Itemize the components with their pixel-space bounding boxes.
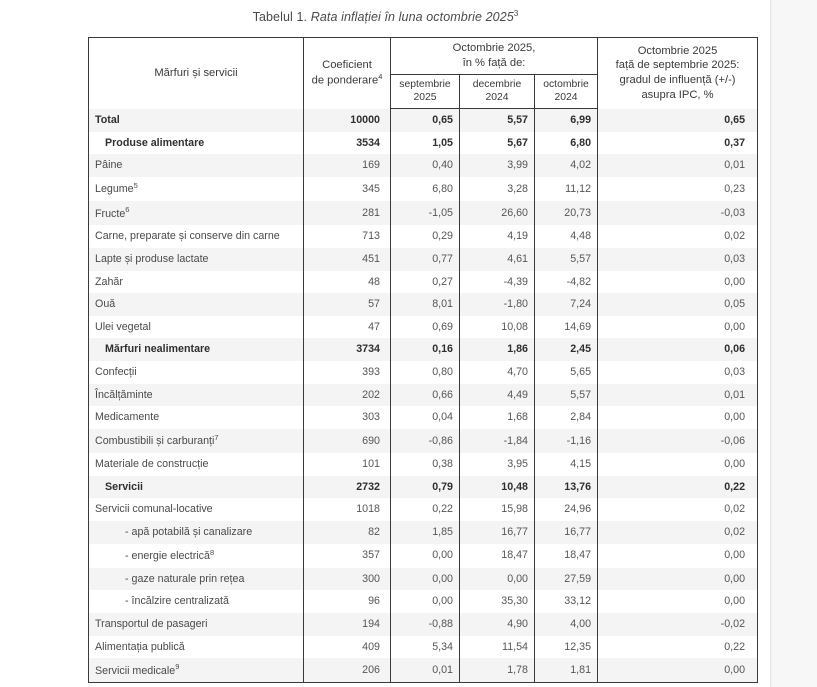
row-label-cell — [89, 453, 304, 476]
december-2024-cell: 3,99 — [460, 154, 535, 177]
october-2024-cell: 6,80 — [535, 132, 598, 155]
coefficient-cell: 409 — [304, 636, 391, 659]
row-label-cell — [89, 338, 304, 361]
december-2024-cell: 1,78 — [460, 658, 535, 683]
december-2024-cell: 1,86 — [460, 338, 535, 361]
influence-cell: 0,00 — [598, 568, 758, 591]
row-label: - încălzire centralizată — [125, 595, 229, 608]
december-2024-cell: 18,47 — [460, 544, 535, 568]
influence-cell: 0,00 — [598, 453, 758, 476]
influence-cell: 0,01 — [598, 154, 758, 177]
row-label-cell — [89, 248, 304, 271]
october-2024-cell: 1,81 — [535, 658, 598, 683]
row-footnote-marker: 9 — [175, 662, 180, 672]
row-label-cell — [89, 568, 304, 591]
row-label: - gaze naturale prin rețea — [125, 572, 245, 585]
influence-cell: 0,22 — [598, 636, 758, 659]
december-2024-cell: -1,84 — [460, 429, 535, 453]
row-label-cell — [89, 590, 304, 613]
row-label: Pâine — [95, 159, 123, 172]
september-2025-cell: 0,04 — [391, 406, 460, 429]
table-row — [89, 154, 758, 177]
september-2025-cell: -0,86 — [391, 429, 460, 453]
influence-line-3: gradul de influență (+/-) — [619, 74, 736, 87]
table-row — [89, 338, 758, 361]
october-2024-cell: 5,65 — [535, 361, 598, 384]
page-title — [0, 9, 771, 24]
row-label: - energie electrică — [125, 550, 210, 563]
table-row — [89, 613, 758, 636]
october-2024-cell: 12,35 — [535, 636, 598, 659]
coefficient-cell: 281 — [304, 201, 391, 225]
table-row — [89, 293, 758, 316]
december-2024-cell: 15,98 — [460, 498, 535, 521]
september-2025-cell: 0,22 — [391, 498, 460, 521]
december-2024-cell: 5,67 — [460, 132, 535, 155]
coefficient-cell: 47 — [304, 316, 391, 339]
row-label: Produse alimentare — [105, 136, 205, 149]
row-label: Alimentația publică — [95, 640, 185, 653]
influence-line-2: față de septembrie 2025: — [615, 59, 740, 72]
row-label-cell — [89, 201, 304, 225]
september-2025-cell: 0,29 — [391, 225, 460, 248]
row-label-cell — [89, 476, 304, 499]
october-2024-cell: 24,96 — [535, 498, 598, 521]
column-header-october-group — [391, 38, 598, 75]
october-2024-cell: 2,45 — [535, 338, 598, 361]
september-2025-cell: 0,66 — [391, 384, 460, 407]
october-2024-cell: 11,12 — [535, 177, 598, 201]
coefficient-cell: 3734 — [304, 338, 391, 361]
october-2024-cell: 20,73 — [535, 201, 598, 225]
coefficient-cell: 48 — [304, 271, 391, 294]
row-label-cell — [89, 316, 304, 339]
october-2024-cell: -4,82 — [535, 271, 598, 294]
influence-cell: 0,00 — [598, 316, 758, 339]
row-label-cell — [89, 658, 304, 683]
october-2024-cell: 18,47 — [535, 544, 598, 568]
sub1-line-2: 2025 — [413, 92, 437, 104]
row-label: Fructe — [95, 207, 126, 220]
influence-cell: 0,05 — [598, 293, 758, 316]
table-header-row-1 — [89, 38, 758, 75]
september-2025-cell: 6,80 — [391, 177, 460, 201]
december-2024-cell: 4,90 — [460, 613, 535, 636]
table-row — [89, 568, 758, 591]
row-label: Ouă — [95, 298, 116, 311]
december-2024-cell: 3,28 — [460, 177, 535, 201]
column-header-coefficient — [304, 38, 391, 109]
table-row — [89, 636, 758, 659]
december-2024-cell: 3,95 — [460, 453, 535, 476]
coefficient-line-2: de ponderare — [311, 75, 379, 88]
october-2024-cell: 5,57 — [535, 248, 598, 271]
influence-cell: 0,01 — [598, 384, 758, 407]
influence-cell: 0,00 — [598, 406, 758, 429]
september-2025-cell: 5,34 — [391, 636, 460, 659]
october-2024-cell: 7,24 — [535, 293, 598, 316]
table-row — [89, 498, 758, 521]
row-label-cell — [89, 109, 304, 132]
table-row — [89, 225, 758, 248]
row-label-cell — [89, 384, 304, 407]
coefficient-footnote-marker: 4 — [378, 72, 383, 82]
influence-cell: 0,02 — [598, 225, 758, 248]
september-2025-cell: 0,27 — [391, 271, 460, 294]
december-2024-cell: 16,77 — [460, 521, 535, 544]
december-2024-cell: -4,39 — [460, 271, 535, 294]
december-2024-cell: 1,68 — [460, 406, 535, 429]
row-label: Medicamente — [95, 411, 160, 424]
coefficient-cell: 357 — [304, 544, 391, 568]
row-label: Total — [95, 113, 120, 126]
row-label: Carne, preparate și conserve din carne — [95, 230, 280, 243]
september-2025-cell: 0,00 — [391, 590, 460, 613]
october-2024-cell: 33,12 — [535, 590, 598, 613]
september-2025-cell: 0,80 — [391, 361, 460, 384]
december-2024-cell: 11,54 — [460, 636, 535, 659]
december-2024-cell: 5,57 — [460, 109, 535, 132]
table-title-text: Rata inflației în luna octombrie 2025 — [310, 10, 514, 25]
influence-cell: -0,03 — [598, 201, 758, 225]
coefficient-cell: 101 — [304, 453, 391, 476]
row-label-cell — [89, 429, 304, 453]
coefficient-cell: 393 — [304, 361, 391, 384]
table-row — [89, 544, 758, 568]
table-row — [89, 361, 758, 384]
coefficient-cell: 57 — [304, 293, 391, 316]
coefficient-cell: 690 — [304, 429, 391, 453]
september-2025-cell: 1,85 — [391, 521, 460, 544]
october-2024-cell: 27,59 — [535, 568, 598, 591]
september-2025-cell: 0,69 — [391, 316, 460, 339]
influence-cell: 0,06 — [598, 338, 758, 361]
influence-cell: 0,00 — [598, 590, 758, 613]
table-row — [89, 590, 758, 613]
table-row — [89, 132, 758, 155]
october-2024-cell: 4,48 — [535, 225, 598, 248]
row-label: Confecții — [95, 366, 137, 379]
october-2024-cell: 6,99 — [535, 109, 598, 132]
september-2025-cell: 0,00 — [391, 568, 460, 591]
row-footnote-marker: 7 — [214, 432, 219, 442]
column-header-influence — [598, 38, 758, 109]
column-header-september-2025 — [391, 74, 460, 108]
row-label: Ulei vegetal — [95, 320, 151, 333]
coefficient-cell: 303 — [304, 406, 391, 429]
influence-cell: 0,22 — [598, 476, 758, 499]
sub1-line-1: septembrie — [399, 78, 451, 90]
december-2024-cell: 0,00 — [460, 568, 535, 591]
title-footnote-marker: 3 — [513, 9, 519, 18]
september-2025-cell: -0,88 — [391, 613, 460, 636]
row-label: Încălțăminte — [95, 388, 153, 401]
september-2025-cell: 0,40 — [391, 154, 460, 177]
october-2024-cell: 4,00 — [535, 613, 598, 636]
coefficient-cell: 82 — [304, 521, 391, 544]
december-2024-cell: 4,70 — [460, 361, 535, 384]
row-label: Materiale de construcție — [95, 458, 209, 471]
row-label: Transportul de pasageri — [95, 618, 208, 631]
table-row — [89, 453, 758, 476]
september-2025-cell: 1,05 — [391, 132, 460, 155]
september-2025-cell: 0,38 — [391, 453, 460, 476]
october-2024-cell: -1,16 — [535, 429, 598, 453]
december-2024-cell: 26,60 — [460, 201, 535, 225]
table-row — [89, 248, 758, 271]
row-label: - apă potabilă și canalizare — [125, 525, 253, 538]
coefficient-line-1: Coeficient — [322, 58, 372, 71]
coefficient-cell: 451 — [304, 248, 391, 271]
row-label-cell — [89, 177, 304, 201]
september-2025-cell: 0,00 — [391, 544, 460, 568]
influence-line-1: Octombrie 2025 — [637, 44, 718, 57]
page-right-gutter — [772, 0, 817, 687]
group-line-1: Octombrie 2025, — [452, 42, 536, 54]
coefficient-cell: 2732 — [304, 476, 391, 499]
october-2024-cell: 13,76 — [535, 476, 598, 499]
september-2025-cell: 0,01 — [391, 658, 460, 683]
influence-cell: 0,23 — [598, 177, 758, 201]
table-row — [89, 109, 758, 132]
row-footnote-marker: 8 — [209, 547, 215, 557]
influence-cell: 0,03 — [598, 248, 758, 271]
table-row — [89, 201, 758, 225]
coefficient-cell: 194 — [304, 613, 391, 636]
row-label: Servicii comunal-locative — [95, 503, 213, 516]
coefficient-cell: 169 — [304, 154, 391, 177]
table-row — [89, 384, 758, 407]
group-line-2: în % față de: — [462, 56, 526, 69]
influence-line-4: asupra IPC, % — [641, 89, 714, 102]
october-2024-cell: 2,84 — [535, 406, 598, 429]
influence-cell: 0,02 — [598, 521, 758, 544]
coefficient-cell: 10000 — [304, 109, 391, 132]
september-2025-cell: 0,77 — [391, 248, 460, 271]
october-2024-cell: 14,69 — [535, 316, 598, 339]
row-label: Servicii medicale — [95, 664, 176, 677]
october-2024-cell: 16,77 — [535, 521, 598, 544]
table-row — [89, 429, 758, 453]
row-label-cell — [89, 521, 304, 544]
table-row — [89, 476, 758, 499]
influence-cell: 0,00 — [598, 271, 758, 294]
row-label-cell — [89, 132, 304, 155]
row-label-cell — [89, 271, 304, 294]
influence-cell: 0,02 — [598, 498, 758, 521]
influence-cell: 0,03 — [598, 361, 758, 384]
influence-cell: -0,06 — [598, 429, 758, 453]
october-2024-cell: 4,15 — [535, 453, 598, 476]
influence-cell: 0,00 — [598, 658, 758, 683]
table-row — [89, 406, 758, 429]
december-2024-cell: 4,61 — [460, 248, 535, 271]
row-footnote-marker: 5 — [133, 180, 138, 190]
october-2024-cell: 4,02 — [535, 154, 598, 177]
influence-cell: 0,65 — [598, 109, 758, 132]
coefficient-cell: 206 — [304, 658, 391, 683]
december-2024-cell: 4,19 — [460, 225, 535, 248]
table-header — [89, 38, 758, 109]
column-header-october-2024 — [535, 74, 598, 108]
september-2025-cell: 0,79 — [391, 476, 460, 499]
influence-cell: 0,37 — [598, 132, 758, 155]
row-label-cell — [89, 613, 304, 636]
december-2024-cell: 10,48 — [460, 476, 535, 499]
row-label: Zahăr — [95, 275, 123, 288]
row-label-cell — [89, 154, 304, 177]
row-label: Mărfuri nealimentare — [105, 343, 211, 356]
table-label: Tabelul 1. — [252, 10, 308, 25]
coefficient-cell: 1018 — [304, 498, 391, 521]
table-row — [89, 271, 758, 294]
row-footnote-marker: 6 — [125, 205, 130, 215]
december-2024-cell: 4,49 — [460, 384, 535, 407]
october-2024-cell: 5,57 — [535, 384, 598, 407]
row-label-cell — [89, 406, 304, 429]
table-row — [89, 521, 758, 544]
december-2024-cell: 35,30 — [460, 590, 535, 613]
sub3-line-1: octombrie — [543, 78, 589, 90]
december-2024-cell: -1,80 — [460, 293, 535, 316]
september-2025-cell: 8,01 — [391, 293, 460, 316]
coefficient-cell: 713 — [304, 225, 391, 248]
row-label: Lapte și produse lactate — [95, 252, 209, 265]
table-row — [89, 658, 758, 683]
row-label: Combustibili și carburanți — [95, 435, 215, 448]
inflation-table-container — [88, 37, 757, 683]
coefficient-cell: 96 — [304, 590, 391, 613]
row-label-cell — [89, 544, 304, 568]
table-body — [89, 109, 758, 683]
december-2024-cell: 10,08 — [460, 316, 535, 339]
september-2025-cell: 0,65 — [391, 109, 460, 132]
sub2-line-2: 2024 — [485, 92, 509, 104]
coefficient-cell: 3534 — [304, 132, 391, 155]
row-label-cell — [89, 293, 304, 316]
row-label: Servicii — [105, 480, 144, 493]
influence-cell: -0,02 — [598, 613, 758, 636]
coefficient-cell: 300 — [304, 568, 391, 591]
row-label-cell — [89, 498, 304, 521]
row-label-cell — [89, 361, 304, 384]
september-2025-cell: -1,05 — [391, 201, 460, 225]
column-header-goods: Mărfuri și servicii — [89, 38, 304, 109]
sub2-line-1: decembrie — [472, 78, 522, 90]
coefficient-cell: 345 — [304, 177, 391, 201]
table-row — [89, 177, 758, 201]
influence-cell: 0,00 — [598, 544, 758, 568]
sub3-line-2: 2024 — [554, 92, 578, 104]
row-label-cell — [89, 636, 304, 659]
row-label: Legume — [95, 183, 134, 196]
september-2025-cell: 0,16 — [391, 338, 460, 361]
table-row — [89, 316, 758, 339]
row-label-cell — [89, 225, 304, 248]
coefficient-cell: 202 — [304, 384, 391, 407]
inflation-table — [88, 37, 758, 683]
column-header-december-2024 — [460, 74, 535, 108]
